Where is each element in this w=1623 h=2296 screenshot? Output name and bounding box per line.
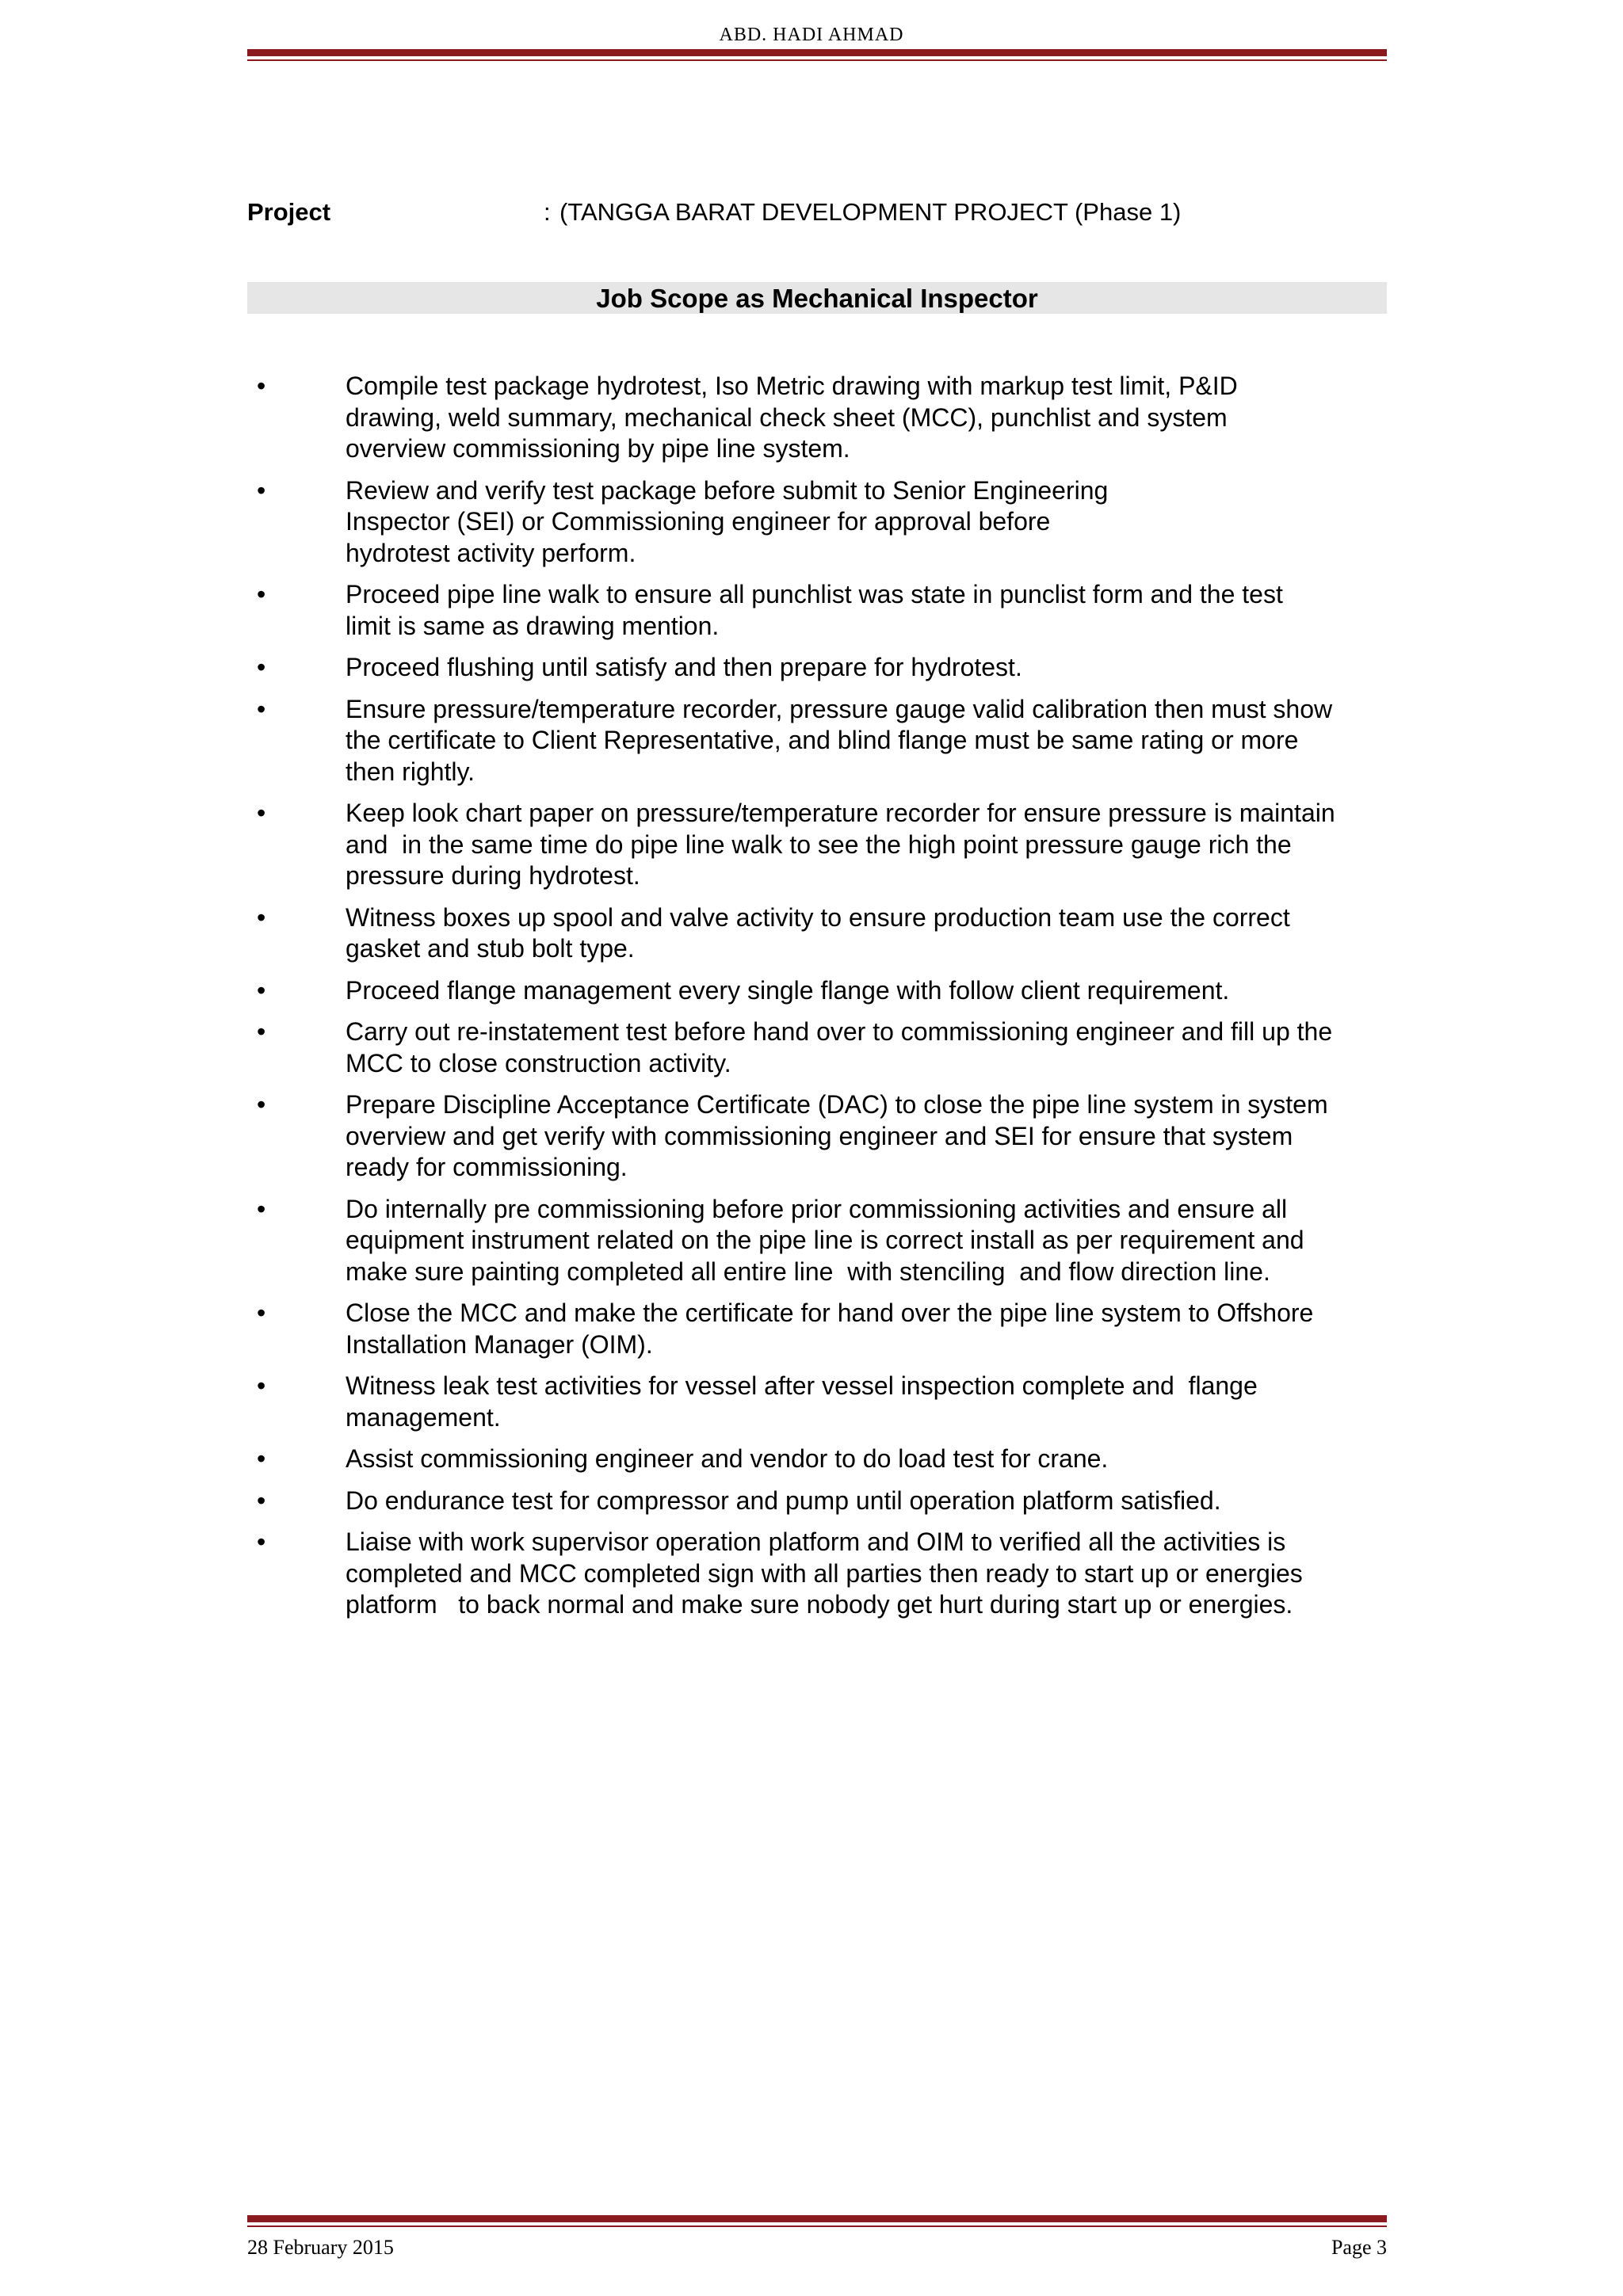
bullet-icon: • [257,1299,266,1327]
bullet-icon: • [257,799,266,827]
bullet-icon: • [257,1486,266,1515]
project-label: Project [247,198,331,226]
list-item-text: Ensure pressure/temperature recorder, pressure gauge valid calibration then must show the certificate to Client Representative, and blind flange must be same rating or more then rightly. [346,694,1333,786]
bullet-icon: • [257,580,266,608]
bullet-icon: • [257,372,266,400]
footer-page-number: Page 3 [1331,2236,1387,2259]
list-item [247,1194,1388,1288]
list-item-text: Witness leak test activities for vessel after vessel inspection complete and flange management. [346,1371,1258,1432]
bullet-icon: • [257,694,266,723]
list-item [247,579,1388,642]
list-item [247,1298,1388,1360]
header-rule-thick [247,49,1387,56]
list-item [247,1486,1388,1517]
list-item-text: Close the MCC and make the certificate for hand over the pipe line system to Offshore Installation Manager (OIM). [346,1299,1314,1359]
list-item-text: Assist commissioning engineer and vendor to do load test for crane. [346,1444,1109,1473]
list-item [247,1016,1388,1079]
list-item [247,475,1388,570]
bullet-icon: • [257,1090,266,1119]
list-item-text: Prepare Discipline Acceptance Certificate (DAC) to close the pipe line system in system overview and get verify with commissioning engineer and SEI for ensure that system ready for commissioning. [346,1090,1328,1181]
bullet-icon: • [257,1527,266,1556]
section-heading: Job Scope as Mechanical Inspector [247,282,1387,314]
list-item [247,975,1388,1007]
list-item [247,1089,1388,1184]
bullet-icon: • [257,653,266,681]
list-item [247,1527,1388,1621]
list-item-text: Do internally pre commissioning before prior commissioning activities and ensure all equipment instrument related on the pipe line is correct install as per requirement and make sure painting completed all entire line with stenciling and flow direction line. [346,1194,1304,1286]
footer-rule-thick [247,2215,1387,2222]
header-rule-thin [247,59,1387,61]
list-item [247,1371,1388,1433]
list-item-text: Proceed flange management every single flange with follow client requirement. [346,975,1230,1005]
project-colon: : [544,198,551,226]
list-item-text: Do endurance test for compressor and pump until operation platform satisfied. [346,1486,1221,1515]
bullet-icon: • [257,902,266,932]
list-item [247,902,1388,965]
list-item-text: Compile test package hydrotest, Iso Metric drawing with markup test limit, P&ID drawing, weld summary, mechanical check sheet (MCC), punchlist and system overview commissioning by pipe line system. [346,372,1238,463]
bullet-icon: • [257,1444,266,1473]
bullet-icon: • [257,1371,266,1400]
list-item [247,652,1388,684]
bullet-icon: • [257,1017,266,1046]
footer-date: 28 February 2015 [247,2236,394,2259]
list-item-text: Proceed pipe line walk to ensure all punchlist was state in punclist form and the test limit is same as drawing mention. [346,580,1283,640]
list-item [247,1444,1388,1475]
list-item-text: Proceed flushing until satisfy and then prepare for hydrotest. [346,653,1022,681]
list-item-text: Carry out re-instatement test before hand over to commissioning engineer and fill up the MCC to close construction activity. [346,1017,1333,1077]
list-item-text: Witness boxes up spool and valve activity to ensure production team use the correct gasket and stub bolt type. [346,902,1290,963]
list-item [247,798,1388,892]
list-item-text: Keep look chart paper on pressure/temperature recorder for ensure pressure is maintain and in the same time do pipe line walk to see the high point pressure gauge rich the pressure during hydrotest. [346,799,1335,890]
list-item-text: Liaise with work supervisor operation platform and OIM to verified all the activities is completed and MCC completed sign with all parties then ready to start up or energies platform to back normal and make sure nobody get hurt during start up or energies. [346,1527,1303,1619]
bullet-icon: • [257,1194,266,1223]
list-item-text: Review and verify test package before submit to Senior Engineering Inspector (SEI) or Commissioning engineer for approval before hydrotest activity perform. [346,475,1109,567]
footer-rule-thin [247,2225,1387,2227]
bullet-icon: • [257,475,266,505]
project-value: (TANGGA BARAT DEVELOPMENT PROJECT (Phase 1) [559,198,1182,226]
list-item [247,694,1388,788]
header-author-name: ABD. HADI AHMAD [719,25,904,45]
job-scope-list [247,371,1388,1631]
bullet-icon: • [257,975,266,1005]
list-item [247,371,1388,465]
